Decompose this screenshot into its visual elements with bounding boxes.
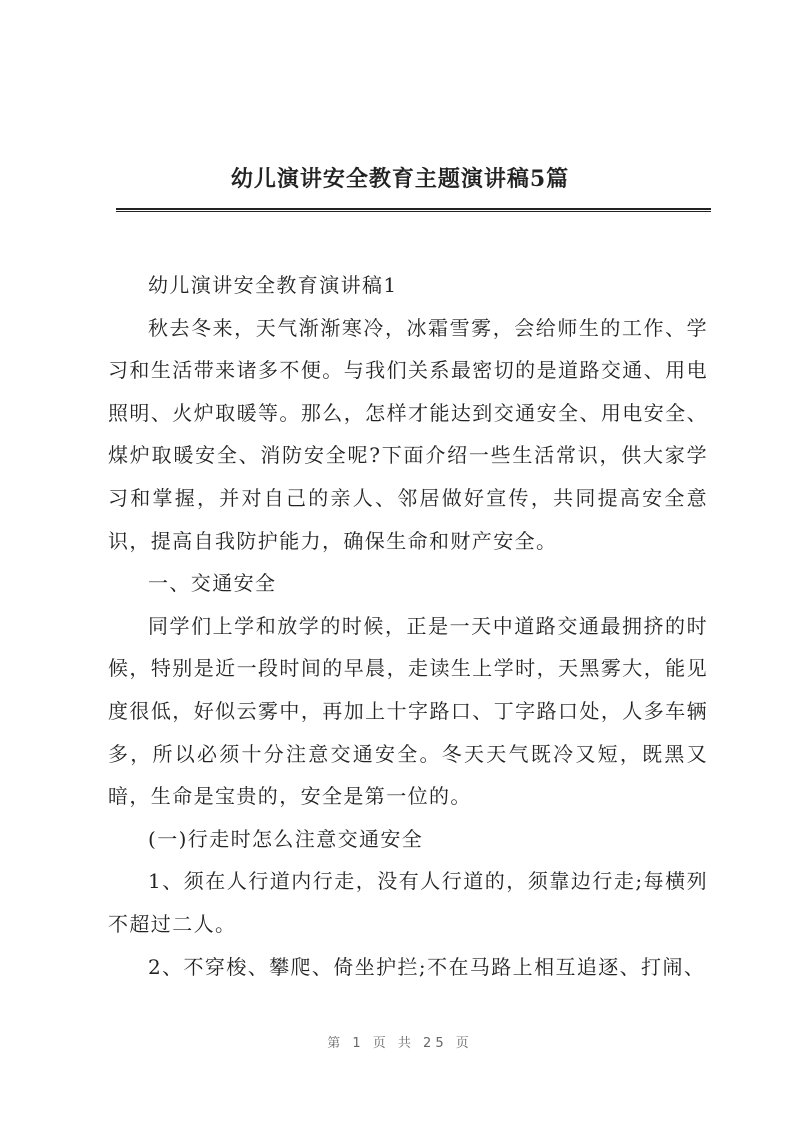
paragraph-heading: 幼儿演讲安全教育演讲稿1 [148,273,398,297]
page-number: 第 1 页 共 25 页 [327,1036,473,1051]
title-divider [116,208,711,212]
document-title: 幼儿演讲安全教育主题演讲稿5篇 [230,166,570,192]
paragraph: 秋去冬来，天气渐渐寒冷，冰霜雪雾，会给师生的工作、学习和生活带来诸多不便。与我们关系最密切的是道路交通、用电照明、火炉取暖等。那么，怎样才能达到交通安全、用电安全、煤炉取暖安全、消防安全呢?下面介绍一些生活常识，供大家学习和掌握，并对自己的亲人、邻居做好宣传，共同提高安全意识，提高自我防护能力，确保生命和财产安全。 [108,315,708,553]
list-item: 1、须在人行道内行走，没有人行道的，须靠边行走;每横列不超过二人。 [108,869,708,936]
list-item: 2、不穿梭、攀爬、倚坐护拦;不在马路上相互追逐、打闹、 [148,954,706,979]
paragraph: 同学们上学和放学的时候，正是一天中道路交通最拥挤的时候，特别是近一段时间的早晨，走读生上学时，天黑雾大，能见度很低，好似云雾中，再加上十字路口、丁字路口处，人多车辆多，所以必须十分注意交通安全。冬天天气既冷又短，既黑又暗，生命是宝贵的，安全是第一位的。 [108,613,708,809]
document-body [108,264,708,988]
section-heading: 一、交通安全 [148,571,277,596]
subsection-heading: (一)行走时怎么注意交通安全 [148,826,424,851]
